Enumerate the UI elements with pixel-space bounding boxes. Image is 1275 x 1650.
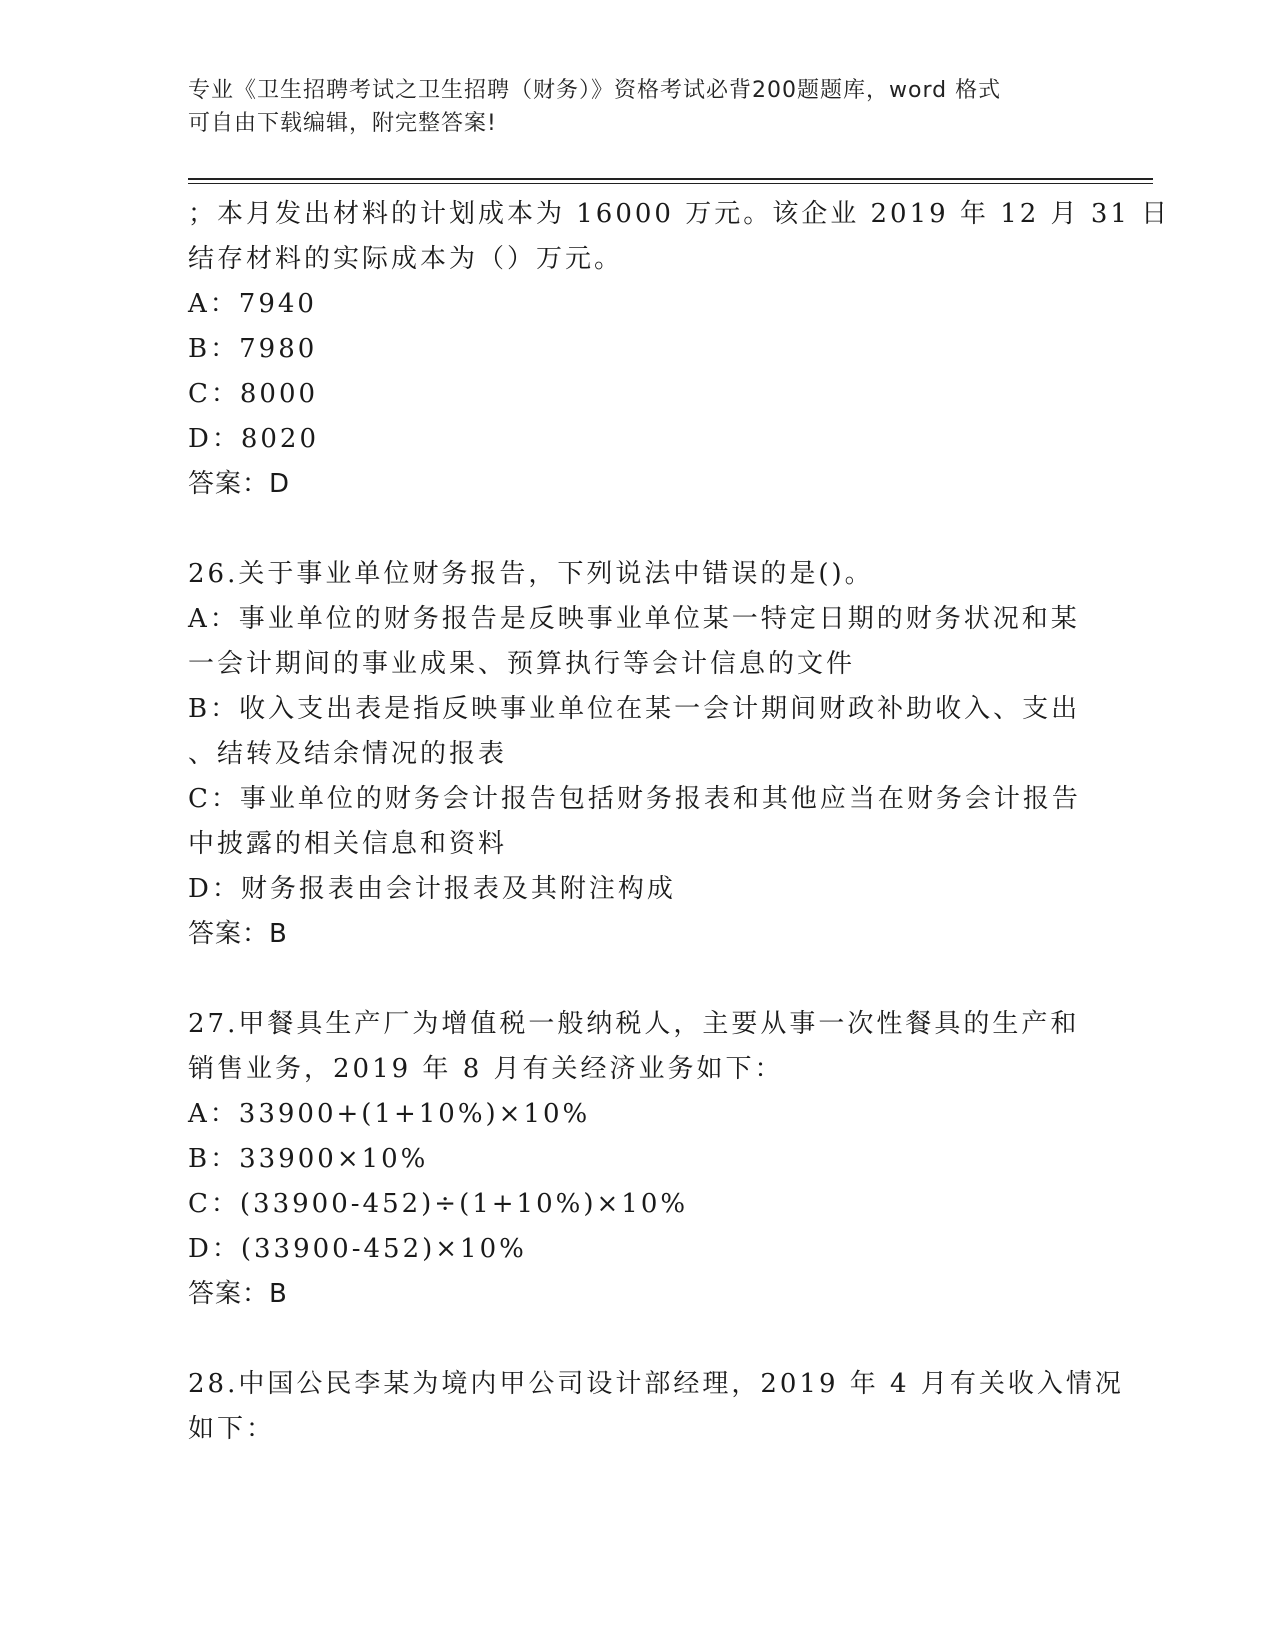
question-list: [188, 192, 1171, 1452]
header-title-line-2: 可自由下载编辑，附完整答案!: [188, 111, 497, 136]
option-d: D：(33900-452)×10%: [188, 1234, 527, 1264]
option-a-continued: 一会计期间的事业成果、预算执行等会计信息的文件: [188, 649, 856, 679]
option-b: B：7980: [188, 334, 318, 364]
option-c: C：事业单位的财务会计报告包括财务报表和其他应当在财务会计报告: [188, 784, 1081, 814]
question-stem: 销售业务，2019 年 8 月有关经济业务如下：: [188, 1054, 784, 1084]
option-a: A：33900+(1+10%)×10%: [188, 1099, 591, 1129]
question-stem: ；本月发出材料的计划成本为 16000 万元。该企业 2019 年 12 月 31 日: [188, 199, 1171, 229]
question-stem: 结存材料的实际成本为（）万元。: [188, 244, 624, 274]
option-a: A：7940: [188, 289, 317, 319]
header-title-line-1: 专业《卫生招聘考试之卫生招聘（财务）》资格考试必背200题题库，word 格式: [188, 78, 1002, 103]
option-d: D：财务报表由会计报表及其附注构成: [188, 874, 676, 904]
header-divider-thin: [188, 183, 1153, 184]
question-stem: 28.中国公民李某为境内甲公司设计部经理，2019 年 4 月有关收入情况: [188, 1369, 1124, 1399]
question-26: [188, 552, 1088, 957]
spacer: [188, 957, 1088, 1002]
option-b: B：收入支出表是指反映事业单位在某一会计期间财政补助收入、支出: [188, 694, 1081, 724]
answer: 答案：B: [188, 1279, 288, 1309]
option-d: D：8020: [188, 424, 320, 454]
question-28: [188, 1362, 1124, 1452]
spacer: [188, 1317, 1088, 1362]
option-a: A：事业单位的财务报告是反映事业单位某一特定日期的财务状况和某: [188, 604, 1080, 634]
question-stem: 26.关于事业单位财务报告，下列说法中错误的是()。: [188, 559, 874, 589]
header-divider-thick: [188, 178, 1153, 180]
question-25: [188, 192, 1171, 507]
option-c: C：(33900-452)÷(1+10%)×10%: [188, 1189, 689, 1219]
question-27: [188, 1002, 1088, 1317]
question-stem: 27.甲餐具生产厂为增值税一般纳税人，主要从事一次性餐具的生产和: [188, 1009, 1080, 1039]
option-c: C：8000: [188, 379, 319, 409]
answer: 答案：D: [188, 469, 291, 499]
option-c-continued: 中披露的相关信息和资料: [188, 829, 508, 859]
spacer: [188, 507, 1088, 552]
answer: 答案：B: [188, 919, 288, 949]
option-b-continued: 、结转及结余情况的报表: [188, 739, 508, 769]
question-stem: 如下：: [188, 1414, 276, 1444]
option-b: B：33900×10%: [188, 1144, 429, 1174]
document-header: [188, 74, 1088, 140]
